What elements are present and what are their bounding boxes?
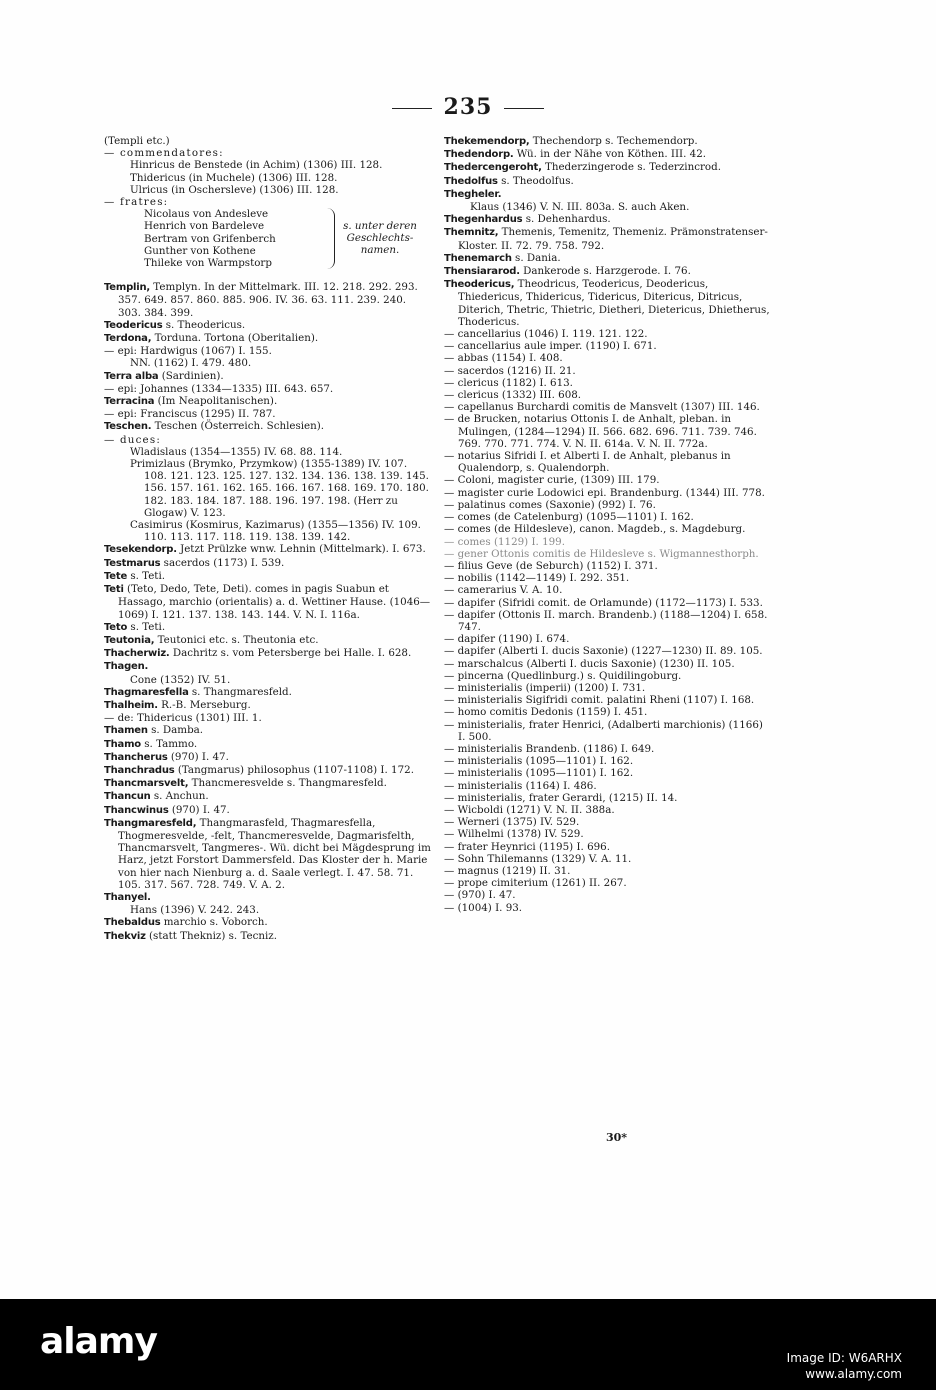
entry-text: s. Tammo.: [140, 737, 198, 750]
entry-text: — homo comitis Dedonis (1159) I. 451.: [444, 706, 648, 719]
brace: [324, 208, 335, 269]
entry-text: Torduna. Tortona (Oberitalien).: [151, 332, 319, 345]
entry-text: — magnus (1219) II. 31.: [444, 864, 571, 877]
index-entry: [444, 450, 772, 474]
entry-headword: Thensiararod.: [444, 266, 520, 278]
index-entry: [104, 408, 432, 420]
entry-text: — filius Geve (de Seburch) (1152) I. 371.: [444, 559, 658, 572]
entry-text: s. Theodericus.: [162, 318, 246, 331]
entry-headword: Terdona,: [104, 333, 152, 345]
entry-text: Thangmarasfeld, Thagmaresfella, Thogmeresvelde, -felt, Thancmeresvelde, Dagmarisfelth, Thancmarsvelt, Tangmeres-. Wü. dicht bei Mägdesprung im Harz, jetzt Forstort Dammersfeld. Das Kloster der h. Marie von hier nach Nienburg a. d. Saale verlegt. I. 47. 58. 71. 105. 317. 567. 728. 749. V. A. 2.: [118, 816, 431, 891]
entry-headword: Teti: [104, 584, 124, 596]
index-entry: [104, 583, 432, 621]
entry-text: Thederzingerode s. Tederzincrod.: [541, 161, 721, 174]
index-entry: [444, 278, 772, 328]
entry-text: Wü. in der Nähe von Köthen. III. 42.: [513, 148, 707, 161]
index-entry: [444, 597, 772, 609]
index-entry: [104, 570, 432, 583]
index-entry: [444, 352, 772, 364]
index-entry: [104, 184, 432, 196]
index-entry: [444, 853, 772, 865]
entry-headword: Tesekendorp.: [104, 544, 177, 556]
entry-headword: Terra alba: [104, 370, 159, 382]
entry-text: R.-B. Merseburg.: [157, 698, 251, 711]
entry-text: NN. (1162) I. 479. 480.: [130, 357, 252, 370]
index-entry: [444, 584, 772, 596]
entry-headword: Thenemarch: [444, 252, 512, 264]
entry-text: — clericus (1182) I. 613.: [444, 376, 573, 389]
entry-headword: Thebaldus: [104, 917, 161, 929]
entry-headword: Thancherus: [104, 751, 168, 763]
index-entry: [444, 633, 772, 645]
index-entry: [104, 319, 432, 332]
frater-name: Nicolaus von Andesleve: [144, 208, 269, 221]
entry-text: Jetzt Prülzke wnw. Lehnin (Mittelmark). I. 673.: [176, 543, 426, 556]
entry-text: Dachritz s. vom Petersberge bei Halle. I. 628.: [169, 647, 412, 660]
index-entry: [104, 817, 432, 891]
entry-headword: Thanyel.: [104, 891, 151, 903]
index-entry: [444, 474, 772, 486]
index-entry: [104, 634, 432, 647]
entry-text: — nobilis (1142—1149) I. 292. 351.: [444, 572, 630, 585]
entry-text: (Sardinien).: [158, 369, 224, 382]
index-entry: [444, 135, 772, 148]
entry-text: (970) I. 47.: [168, 803, 230, 816]
entry-headword: Thacherwiz.: [104, 648, 170, 660]
index-entry: [444, 511, 772, 523]
entry-text: Klaus (1346) V. N. III. 803a. S. auch Aken.: [470, 201, 690, 214]
index-entry: [444, 877, 772, 889]
entry-headword: Thedercengeroht,: [444, 162, 542, 174]
index-entry: [444, 706, 772, 718]
index-entry: [444, 201, 772, 213]
index-entry: [104, 930, 432, 943]
index-entry: [444, 188, 772, 201]
entry-text: Hinricus de Benstede (in Achim) (1306) III. 128.: [130, 159, 383, 172]
index-entry: [104, 135, 432, 147]
index-entry: [104, 519, 432, 543]
entry-headword: Thamen: [104, 725, 148, 737]
entry-headword: Thangmaresfeld,: [104, 817, 197, 829]
index-entry: [444, 755, 772, 767]
index-entry: [444, 523, 772, 535]
entry-headword: Teodericus: [104, 319, 163, 331]
entry-text: Primizlaus (Brymko, Przymkow) (1355-1389) IV. 107. 108. 121. 123. 125. 127. 132. 134. 136. 138. 139. 145. 156. 157. 161. 162. 165. 166. 167. 168. 169. 170. 180. 182. 183. 184. 187. 188. 196. 197. 198. (Herr zu Glogaw) V. 123.: [130, 458, 429, 519]
entry-text: s. Theodolfus.: [497, 174, 574, 187]
index-entry: [444, 161, 772, 174]
entry-text: — Wicboldi (1271) V. N. II. 388a.: [444, 803, 615, 816]
entry-headword: Thancwinus: [104, 804, 169, 816]
entry-text: — palatinus comes (Saxonie) (992) I. 76.: [444, 498, 656, 511]
index-entry: [104, 458, 432, 519]
index-entry: [444, 401, 772, 413]
index-entry: [444, 645, 772, 657]
entry-text: Dankerode s. Harzgerode. I. 76.: [519, 265, 691, 278]
entry-text: — dapifer (Alberti I. ducis Saxonie) (1227—1230) II. 89. 105.: [444, 645, 763, 658]
index-entry: [444, 865, 772, 877]
page-number-rule-left: [392, 108, 432, 109]
entry-headword: Thekemendorp,: [444, 136, 530, 147]
index-entry: [104, 159, 432, 171]
index-entry: [444, 377, 772, 389]
index-entry: [444, 572, 772, 584]
index-entry: [104, 434, 432, 446]
watermark-image-id: Image ID: W6ARHX: [786, 1351, 902, 1365]
entry-text: — notarius Sifridi I. et Alberti I. de Anhalt, plebanus in Qualendorp, s. Qualendorph.: [444, 450, 731, 475]
entry-text: — comes (de Hildesleve), canon. Magdeb., s. Magdeburg.: [444, 523, 746, 536]
entry-headword: Themnitz,: [444, 227, 499, 239]
entry-text: Ulricus (in Oschersleve) (1306) III. 128.: [130, 183, 339, 196]
index-entry: [444, 536, 772, 548]
index-entry: [444, 670, 772, 682]
index-entry: [104, 557, 432, 570]
entry-text: — ministerialis, frater Henrici, (Adalberti marchionis) (1166) I. 500.: [444, 718, 763, 743]
frater-name: Henrich von Bardeleve: [144, 220, 265, 233]
index-entry: [104, 764, 432, 777]
entry-text: (statt Thekniz) s. Tecniz.: [145, 929, 278, 942]
entry-headword: Teschen.: [104, 421, 152, 433]
index-entry: [444, 148, 772, 161]
index-entry: [104, 196, 432, 208]
right-column: [444, 135, 772, 914]
index-entry: [104, 345, 432, 357]
entry-text: s. Dania.: [511, 251, 561, 264]
index-entry: [104, 891, 432, 904]
entry-text: s. Thangmaresfeld.: [188, 685, 292, 698]
entry-text: Thancmeresvelde s. Thangmaresfeld.: [188, 777, 387, 790]
entry-text: sacerdos (1173) I. 539.: [160, 556, 285, 569]
entry-text: — sacerdos (1216) II. 21.: [444, 364, 576, 377]
index-entry: [444, 841, 772, 853]
entry-text: (970) I. 47.: [167, 750, 229, 763]
left-column-part-2: [104, 281, 432, 943]
index-entry: [104, 370, 432, 383]
index-entry: [444, 889, 772, 901]
entry-headword: Thedolfus: [444, 175, 498, 187]
entry-text: — ministerialis, frater Gerardi, (1215) II. 14.: [444, 791, 678, 804]
entry-headword: Thancun: [104, 791, 151, 803]
entry-text: — Coloni, magister curie, (1309) III. 179.: [444, 474, 660, 487]
frater-name: Thileke von Warmpstorp: [144, 257, 272, 270]
entry-text: s. Teti.: [127, 620, 166, 633]
entry-text: s. Damba.: [147, 724, 204, 737]
watermark-bar: [0, 1299, 936, 1390]
entry-text: — comes (1129) I. 199.: [444, 535, 566, 548]
entry-text: — abbas (1154) I. 408.: [444, 352, 563, 365]
index-entry: [444, 816, 772, 828]
entry-text: — ministerialis (imperii) (1200) I. 731.: [444, 681, 646, 694]
index-entry: [444, 328, 772, 340]
index-entry: [444, 792, 772, 804]
left-column-part-1: [104, 135, 432, 208]
index-entry: [444, 694, 772, 706]
entry-text: — (1004) I. 93.: [444, 901, 523, 914]
entry-headword: Thanchradus: [104, 764, 175, 776]
entry-text: — duces:: [104, 433, 162, 446]
index-entry: [444, 252, 772, 265]
entry-headword: Thegheler.: [444, 188, 502, 200]
entry-text: Theodricus, Teodericus, Deodericus, Thiedericus, Thidericus, Tidericus, Ditericus, Ditricus, Diterich, Thetric, Thietric, Dietheri, Dietericus, Dhietherus, Thodericus.: [458, 278, 770, 328]
entry-text: — marschalcus (Alberti I. ducis Saxonie) (1230) II. 105.: [444, 657, 735, 670]
entry-text: — de Brucken, notarius Ottonis I. de Anhalt, pleban. in Mulingen, (1284—1294) II. 566. 682. 696. 711. 739. 746. 769. 770. 771. 774. V. N. II. 614a. V. N. II. 772a.: [444, 413, 757, 450]
index-entry: [444, 389, 772, 401]
watermark-brand: alamy: [40, 1321, 157, 1362]
index-entry: [444, 609, 772, 633]
index-entry: [444, 340, 772, 352]
index-entry: [104, 647, 432, 660]
entry-text: — (970) I. 47.: [444, 889, 516, 902]
entry-text: — ministerialis Brandenb. (1186) I. 649.: [444, 742, 655, 755]
entry-text: — Wilhelmi (1378) IV. 529.: [444, 828, 584, 841]
index-entry: [104, 916, 432, 929]
index-entry: [104, 281, 432, 319]
index-entry: [104, 357, 432, 369]
index-entry: [444, 828, 772, 840]
entry-text: s. Dehenhardus.: [522, 213, 611, 226]
entry-text: — gener Ottonis comitis de Hildesleve s. Wigmannesthorph.: [444, 547, 759, 560]
index-entry: [444, 413, 772, 450]
fratres-names: [144, 208, 324, 269]
entry-text: Teutonici etc. s. Theutonia etc.: [154, 633, 319, 646]
entry-text: Templyn. In der Mittelmark. III. 12. 218. 292. 293. 357. 649. 857. 860. 885. 906. IV. 36. 63. 111. 239. 240. 303. 384. 399.: [118, 281, 418, 319]
page-number: [0, 94, 936, 120]
entry-text: (Templi etc.): [104, 135, 170, 147]
entry-text: — ministerialis (1164) I. 486.: [444, 779, 597, 792]
entry-text: — camerarius V. A. 10.: [444, 584, 563, 597]
index-entry: [444, 175, 772, 188]
index-entry: [444, 560, 772, 572]
entry-text: (Teto, Dedo, Tete, Deti). comes in pagis Suabun et Hassago, marchio (orientalis) a. d. Wettiner Hause. (1046—1069) I. 121. 137. 138. 143. 144. V. N. I. 116a.: [118, 583, 431, 621]
entry-text: — ministerialis Sigifridi comit. palatini Rheni (1107) I. 168.: [444, 694, 755, 707]
entry-headword: Teto: [104, 621, 128, 633]
signature-mark: 30*: [606, 1131, 628, 1144]
entry-headword: Tete: [104, 570, 128, 582]
fratres-note: s. unter deren Geschlechts-namen.: [343, 220, 417, 257]
index-entry: [444, 548, 772, 560]
entry-text: (Tangmarus) philosophus (1107-1108) I. 172.: [174, 763, 414, 776]
entry-text: — de: Thidericus (1301) III. 1.: [104, 712, 262, 725]
index-entry: [444, 682, 772, 694]
entry-text: — dapifer (Sifridi comit. de Orlamunde) (1172—1173) I. 533.: [444, 596, 763, 609]
entry-text: — dapifer (Ottonis II. march. Brandenb.) (1188—1204) I. 658. 747.: [444, 608, 768, 633]
index-entry: [104, 383, 432, 395]
index-entry: [104, 712, 432, 724]
entry-text: — clericus (1332) III. 608.: [444, 389, 582, 402]
index-entry: [444, 804, 772, 816]
index-entry: [104, 147, 432, 159]
entry-text: Cone (1352) IV. 51.: [130, 673, 231, 686]
entry-text: Wladislaus (1354—1355) IV. 68. 88. 114.: [130, 445, 343, 458]
entry-headword: Thekviz: [104, 930, 146, 942]
entry-headword: Terracina: [104, 396, 155, 408]
entry-text: Teschen (Österreich. Schlesien).: [151, 420, 325, 433]
entry-text: — magister curie Lodowici epi. Brandenburg. (1344) III. 778.: [444, 486, 765, 499]
entry-text: — epi: Johannes (1334—1335) III. 643. 657.: [104, 382, 334, 395]
entry-text: — cancellarius (1046) I. 119. 121. 122.: [444, 328, 648, 341]
entry-headword: Thalheim.: [104, 699, 158, 711]
index-entry: [104, 738, 432, 751]
index-entry: [104, 790, 432, 803]
index-entry: [104, 446, 432, 458]
frater-name: Gunther von Kothene: [144, 244, 256, 257]
entry-text: Thidericus (in Muchele) (1306) III. 128.: [130, 171, 338, 184]
entry-text: — ministerialis (1095—1101) I. 162.: [444, 767, 634, 780]
entry-text: — Werneri (1375) IV. 529.: [444, 816, 580, 829]
index-entry: [444, 719, 772, 743]
index-entry: [104, 420, 432, 433]
entry-text: Casimirus (Kosmirus, Kazimarus) (1355—1356) IV. 109. 110. 113. 117. 118. 119. 138. 139. 142.: [130, 519, 421, 544]
index-entry: [444, 226, 772, 251]
entry-headword: Thegenhardus: [444, 214, 523, 226]
entry-headword: Teutonia,: [104, 634, 155, 646]
index-entry: [104, 674, 432, 686]
watermark-url: www.alamy.com: [805, 1367, 902, 1381]
index-entry: [444, 365, 772, 377]
entry-text: — capellanus Burchardi comitis de Mansvelt (1307) III. 146.: [444, 401, 760, 414]
entry-text: marchio s. Voborch.: [160, 916, 268, 929]
index-entry: [444, 265, 772, 278]
entry-text: — epi: Franciscus (1295) II. 787.: [104, 408, 276, 421]
index-entry: [104, 724, 432, 737]
entry-text: — dapifer (1190) I. 674.: [444, 633, 570, 646]
index-entry: [104, 395, 432, 408]
index-entry: [444, 213, 772, 226]
entry-text: — epi: Hardwigus (1067) I. 155.: [104, 345, 272, 358]
index-entry: [444, 767, 772, 779]
index-entry: [444, 780, 772, 792]
frater-name: Bertram von Grifenberch: [144, 232, 276, 245]
entry-headword: Testmarus: [104, 557, 161, 569]
index-entry: [444, 487, 772, 499]
index-entry: [104, 699, 432, 712]
entry-text: — cancellarius aule imper. (1190) I. 671.: [444, 340, 657, 353]
index-entry: [444, 743, 772, 755]
entry-text: — ministerialis (1095—1101) I. 162.: [444, 755, 634, 768]
index-entry: [104, 621, 432, 634]
entry-text: — fratres:: [104, 196, 169, 209]
entry-headword: Theodericus,: [444, 279, 515, 291]
page-number-rule-right: [504, 108, 544, 109]
entry-headword: Thamo: [104, 738, 141, 750]
index-entry: [104, 751, 432, 764]
entry-headword: Thancmarsvelt,: [104, 778, 189, 790]
entry-text: s. Teti.: [127, 569, 166, 582]
index-entry: [444, 902, 772, 914]
index-entry: [444, 658, 772, 670]
entry-text: — comes (de Catelenburg) (1095—1101) I. 162.: [444, 511, 694, 524]
index-entry: [104, 804, 432, 817]
index-entry: [104, 777, 432, 790]
entry-text: Hans (1396) V. 242. 243.: [130, 904, 260, 917]
index-entry: [444, 499, 772, 511]
entry-text: — pincerna (Quedlinburg.) s. Quidilingoburg.: [444, 669, 682, 682]
entry-text: — frater Heynrici (1195) I. 696.: [444, 840, 610, 853]
index-entry: [104, 660, 432, 673]
entry-headword: Thagen.: [104, 661, 149, 673]
entry-text: (Im Neapolitanischen).: [154, 395, 278, 408]
page-number-text: 235: [443, 94, 493, 120]
fratres-list: [144, 208, 432, 281]
entry-headword: Thagmaresfella: [104, 686, 189, 698]
index-entry: [104, 904, 432, 916]
entry-text: — Sohn Thilemanns (1329) V. A. 11.: [444, 852, 632, 865]
entry-headword: Thedendorp.: [444, 149, 514, 161]
entry-text: — commendatores:: [104, 147, 224, 160]
index-entry: [104, 332, 432, 345]
entry-headword: Templin,: [104, 282, 151, 294]
index-entry: [104, 686, 432, 699]
index-entry: [104, 172, 432, 184]
entry-text: — prope cimiterium (1261) II. 267.: [444, 877, 627, 890]
entry-text: Thechendorp s. Techemendorp.: [529, 135, 698, 147]
index-entry: [104, 543, 432, 556]
left-column: [104, 135, 432, 943]
entry-text: s. Anchun.: [150, 790, 209, 803]
entry-text: Themenis, Temenitz, Themeniz. Prämonstratenser-Kloster. II. 72. 79. 758. 792.: [458, 226, 768, 252]
